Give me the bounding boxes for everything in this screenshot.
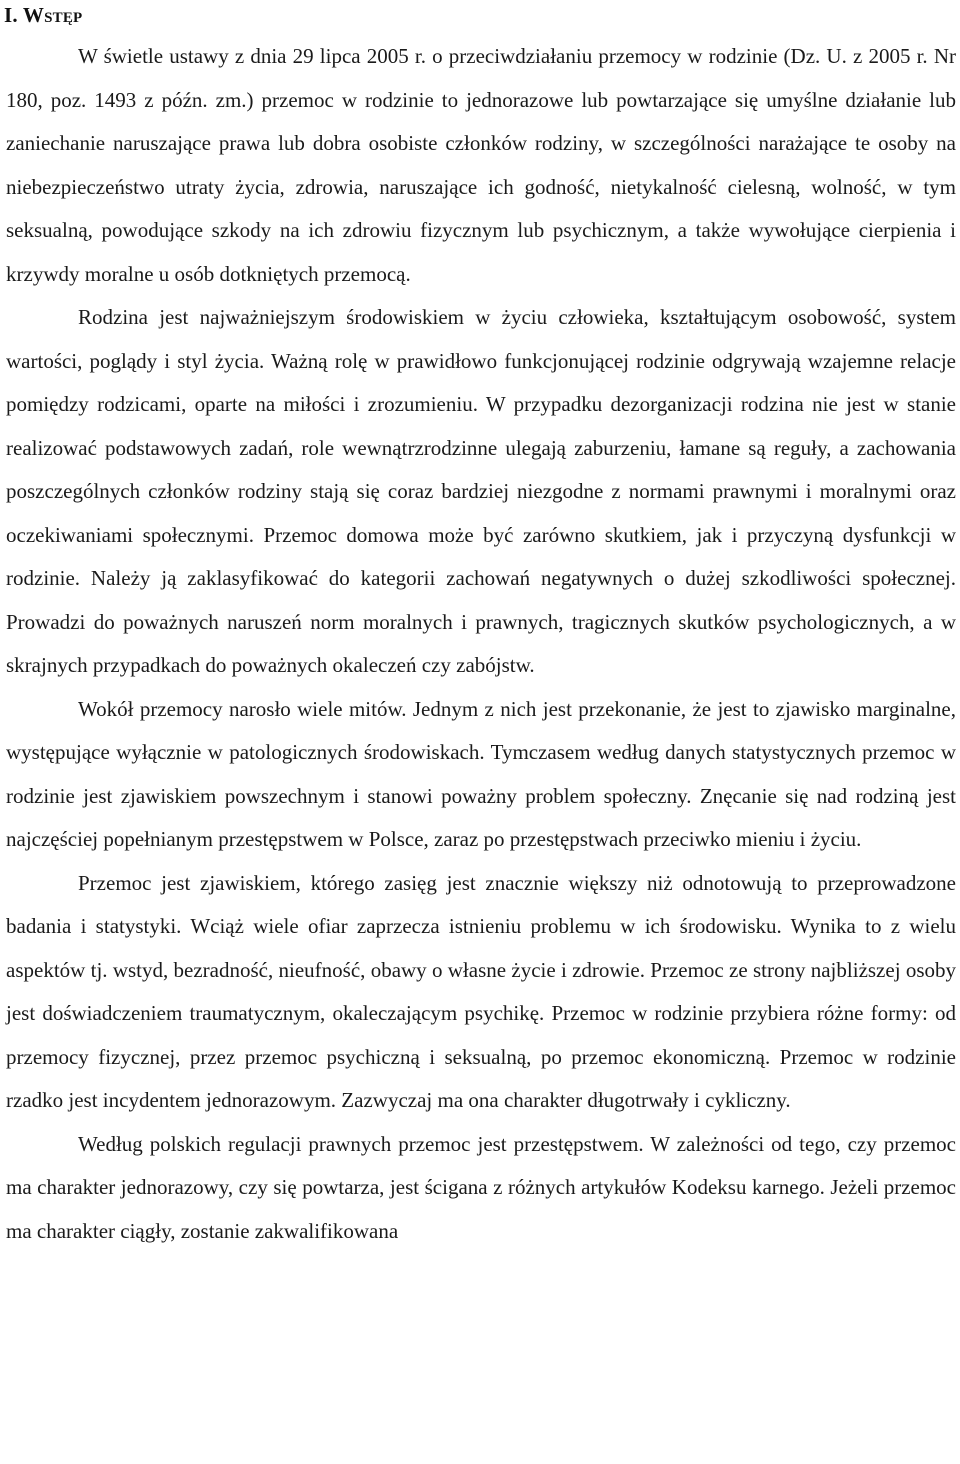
section-heading xyxy=(4,2,82,28)
paragraph-definition: W świetle ustawy z dnia 29 lipca 2005 r. o przeciwdziałaniu przemocy w rodzinie (Dz. U. z 2005 r. Nr 180, poz. 1493 z późn. zm.) przemoc w rodzinie to jednorazowe lub powtarzające się umyślne działanie lub zaniechanie naruszające prawa lub dobra osobiste członków rodziny, w szczególności narażające te osoby na niebezpieczeństwo utraty życia, zdrowia, naruszające ich godność, nietykalność cielesną, wolność, w tym seksualną, powodujące szkody na ich zdrowiu fizycznym lub psychicznym, a także wywołujące cierpienia i krzywdy moralne u osób dotkniętych przemocą. xyxy=(6,44,956,286)
body-text xyxy=(6,35,956,1253)
paragraph-legal: Według polskich regulacji prawnych przemoc jest przestępstwem. W zależności od tego, czy przemoc ma charakter jednorazowy, czy się powtarza, jest ścigana z różnych artykułów Kodeksu karnego. Jeżeli przemoc ma charakter ciągły, zostanie zakwalifikowana xyxy=(6,1131,956,1243)
paragraph-family: Rodzina jest najważniejszym środowiskiem w życiu człowieka, kształtującym osobowość, system wartości, poglądy i styl życia. Ważną rolę w prawidłowo funkcjonującej rodzinie odgrywają wzajemne relacje pomiędzy rodzicami, oparte na miłości i zrozumieniu. W przypadku dezorganizacji rodzina nie jest w stanie realizować podstawowych zadań, role wewnątrzrodzinne ulegają zaburzeniu, łamane są reguły, a zachowania poszczególnych członków rodziny stają się coraz bardziej niezgodne z normami prawnymi i moralnymi oraz oczekiwaniami społecznymi. Przemoc domowa może być zarówno skutkiem, jak i przyczyną dysfunkcji w rodzinie. Należy ją zaklasyfikować do kategorii zachowań negatywnych o dużej szkodliwości społecznej. Prowadzi do poważnych naruszeń norm moralnych i prawnych, tragicznych skutków psychologicznych, a w skrajnych przypadkach do poważnych okaleczeń czy zabójstw. xyxy=(6,305,956,677)
section-title: Wstęp xyxy=(22,3,83,27)
section-number: I. xyxy=(4,3,18,27)
paragraph-scale: Przemoc jest zjawiskiem, którego zasięg jest znacznie większy niż odnotowują to przeprowadzone badania i statystyki. Wciąż wiele ofiar zaprzecza istnieniu problemu w ich środowisku. Wynika to z wielu aspektów tj. wstyd, bezradność, nieufność, obawy o własne życie i zdrowie. Przemoc ze strony najbliższej osoby jest doświadczeniem traumatycznym, okaleczającym psychikę. Przemoc w rodzinie przybiera różne formy: od przemocy fizycznej, przez przemoc psychiczną i seksualną, po przemoc ekonomiczną. Przemoc w rodzinie rzadko jest incydentem jednorazowym. Zazwyczaj ma ona charakter długotrwały i cykliczny. xyxy=(6,870,956,1112)
paragraph-myths: Wokół przemocy narosło wiele mitów. Jednym z nich jest przekonanie, że jest to zjawisko marginalne, występujące wyłącznie w patologicznych środowiskach. Tymczasem według danych statystycznych przemoc w rodzinie jest zjawiskiem powszechnym i stanowi poważny problem społeczny. Znęcanie się nad rodziną jest najczęściej popełnianym przestępstwem w Polsce, zaraz po przestępstwach przeciwko mieniu i życiu. xyxy=(6,696,956,851)
